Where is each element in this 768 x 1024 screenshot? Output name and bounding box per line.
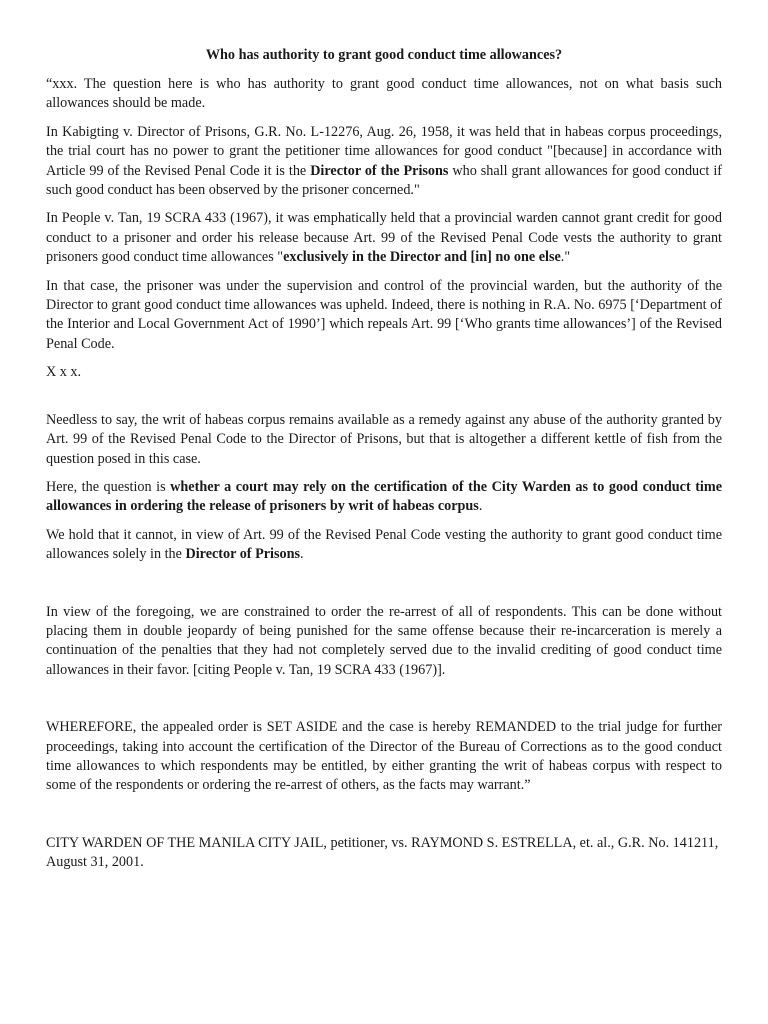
paragraph-intro: “xxx. The question here is who has authority to grant good conduct time allowances, not on what basis such allowances should be made. <box>46 76 722 112</box>
paragraph-kabigting <box>46 123 722 201</box>
text-run: We hold that it cannot, in view of Art. 99 of the Revised Penal Code vesting the authority to grant good conduct time allowances solely in the <box>46 526 722 563</box>
emphasis-exclusively: exclusively in the Director and [in] no one else <box>283 249 561 266</box>
paragraph-that-case: In that case, the prisoner was under the supervision and control of the provincial warden, but the authority of the Director to grant good conduct time allowances was upheld. Indeed, there is nothing in R.A. No. 6975 [‘Department of the Interior and Local Government Act of 1990’] which repeals Art. 99 [‘Who grants time allowances’] of the Revised Penal Code. <box>46 277 722 352</box>
emphasis-director-of-prisons: Director of the Prisons <box>310 162 449 179</box>
document-title: Who has authority to grant good conduct time allowances? <box>205 47 563 63</box>
paragraph-wherefore: WHEREFORE, the appealed order is SET ASIDE and the case is hereby REMANDED to the trial judge for further proceedings, taking into account the certification of the Director of the Bureau of Corrections as to the good conduct time allowances to which respondents may be entitled, by either granting the writ of habeas corpus with respect to some of the respondents or ordering the re-arrest of others, as the facts may warrant.” <box>46 719 722 794</box>
text-run: . <box>300 546 304 563</box>
paragraph-question <box>46 478 722 517</box>
paragraph-people-v-tan <box>46 209 722 267</box>
paragraph-holding <box>46 526 722 565</box>
emphasis-question: whether a court may rely on the certification of the City Warden as to good conduct time allowances in ordering the release of prisoners by writ of habeas corpus <box>46 478 722 515</box>
document-page <box>46 46 722 882</box>
text-run: who shall grant allowances for good conduct if such good conduct has been observed by the prisoner concerned." <box>46 162 723 199</box>
emphasis-director-of-prisons: Director of Prisons <box>185 546 301 563</box>
text-run: Here, the question is <box>46 478 171 495</box>
text-run: ." <box>560 249 571 266</box>
paragraph-rearrest: In view of the foregoing, we are constrained to order the re-arrest of all of respondents. This can be done without placing them in double jeopardy of being punished for the same offense because their re-incarceration is merely a continuation of the penalties that they had not completely served due to the invalid crediting of good conduct time allowances in their favor. [citing People v. Tan, 19 SCRA 433 (1967)]. <box>46 603 722 678</box>
paragraph-citation: CITY WARDEN OF THE MANILA CITY JAIL, petitioner, vs. RAYMOND S. ESTRELLA, et. al., G.R. No. 141211, August 31, 2001. <box>46 834 719 871</box>
paragraph-habeas-corpus: Needless to say, the writ of habeas corpus remains available as a remedy against any abuse of the authority granted by Art. 99 of the Revised Penal Code to the Director of Prisons, but that is altogether a different kettle of fish from the question posed in this case. <box>46 411 722 467</box>
text-run: In Kabigting v. Director of Prisons, G.R. No. L-12276, Aug. 26, 1958, it was held that in habeas corpus proceedings, the trial court has no power to grant the petitioner time allowances for good conduct "[because] in accordance with Article 99 of the Revised Penal Code it is the <box>46 123 722 179</box>
text-run: . <box>478 498 483 515</box>
text-run: In People v. Tan, 19 SCRA 433 (1967), it was emphatically held that a provincial warden cannot grant credit for good conduct to a prisoner and order his release because Art. 99 of the Revised Penal Code vests the authority to grant prisoners good conduct time allowances " <box>46 210 722 266</box>
paragraph-ellipsis: X x x. <box>46 364 82 381</box>
